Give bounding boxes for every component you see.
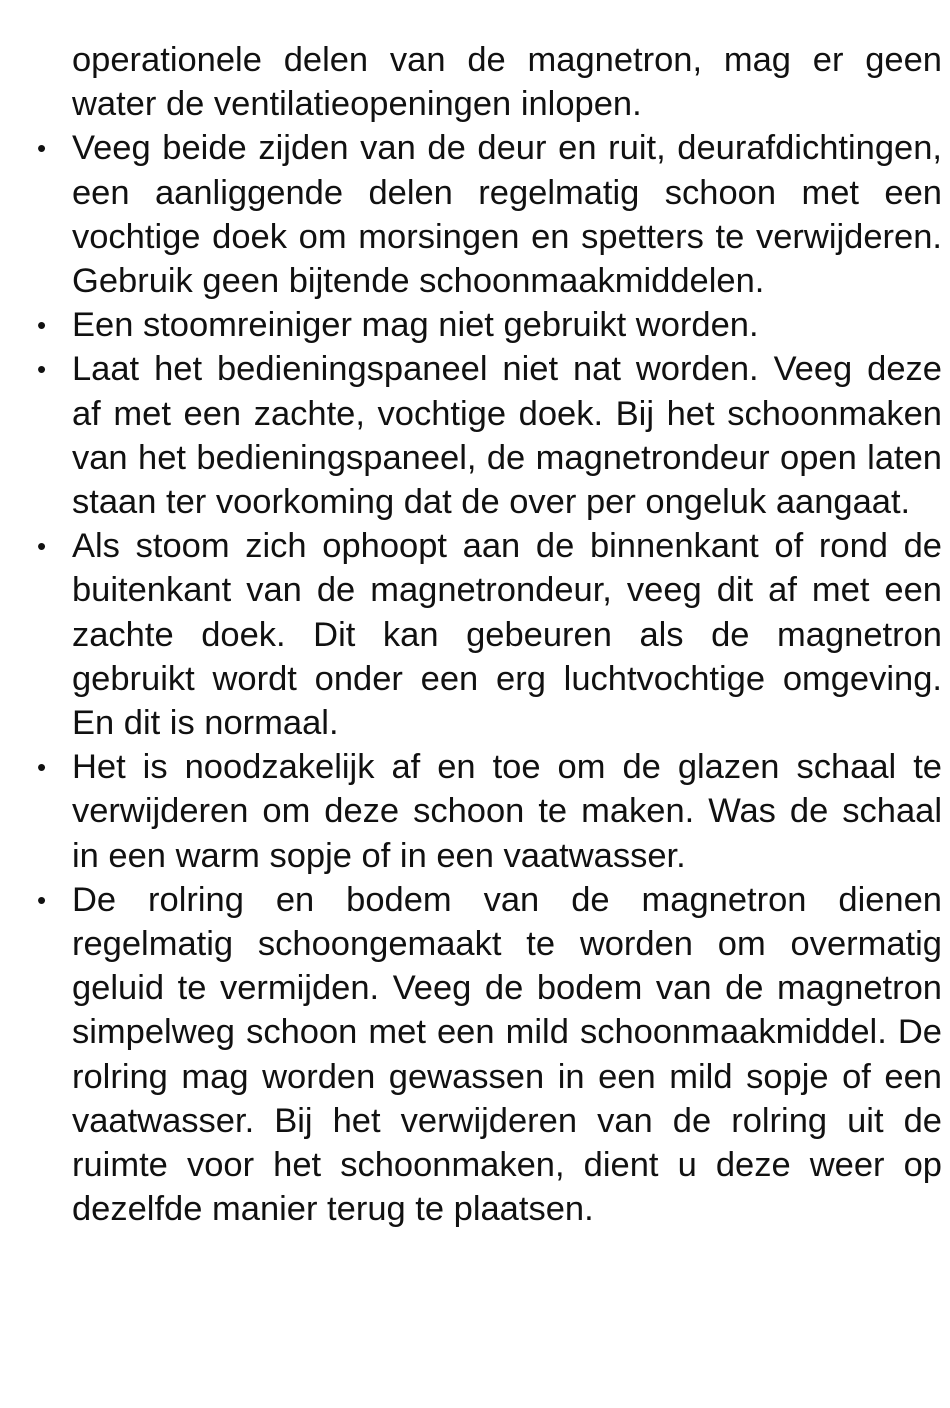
bullet-icon: • — [37, 884, 47, 915]
cleaning-instructions-page — [0, 38, 950, 1231]
list-item-text: Een stoomreiniger mag niet gebruikt worden. — [72, 306, 759, 345]
bullet-icon: • — [37, 133, 47, 164]
list-item-text: Als stoom zich ophoopt aan de binnenkant of rond de buitenkant van de magnetrondeur, veeg dit af met een zachte doek. Dit kan gebeuren als de magnetron gebruikt wordt onder een erg luchtvochtige omgeving. En dit is normaal. — [72, 527, 942, 743]
bullet-icon: • — [37, 310, 47, 341]
list-item — [0, 745, 942, 878]
list-item-text: Laat het bedieningspaneel niet nat worden. Veeg deze af met een zachte, vochtige doek. Bij het schoonmaken van het bedieningspaneel, de magnetrondeur open laten staan ter voorkoming dat de over per ongeluk aangaat. — [72, 350, 942, 522]
continuation-paragraph: operationele delen van de magnetron, mag er geen water de ventilatieopeningen inlopen. — [72, 41, 942, 124]
list-item-text: Het is noodzakelijk af en toe om de glazen schaal te verwijderen om deze schoon te maken. Was de schaal in een warm sopje of in een vaatwasser. — [72, 748, 942, 875]
list-item-text: Veeg beide zijden van de deur en ruit, deurafdichtingen, een aanliggende delen regelmatig schoon met een vochtige doek om morsingen en spetters te verwijderen. Gebruik geen bijtende schoonmaakmiddelen. — [72, 129, 942, 301]
list-item — [0, 524, 942, 745]
bullet-icon: • — [37, 752, 47, 783]
list-item — [0, 347, 942, 524]
bullet-icon: • — [37, 354, 47, 385]
list-item — [0, 126, 942, 303]
list-item — [0, 878, 942, 1232]
list-item-text: De rolring en bodem van de magnetron dienen regelmatig schoongemaakt te worden om overmatig geluid te vermijden. Veeg de bodem van de magnetron simpelweg schoon met een mild schoonmaakmiddel. De rolring mag worden gewassen in een mild sopje of een vaatwasser. Bij het verwijderen van de rolring uit de ruimte voor het schoonmaken, dient u deze weer op dezelfde manier terug te plaatsen. — [72, 880, 942, 1229]
list-item — [0, 303, 942, 347]
bullet-icon: • — [37, 531, 47, 562]
